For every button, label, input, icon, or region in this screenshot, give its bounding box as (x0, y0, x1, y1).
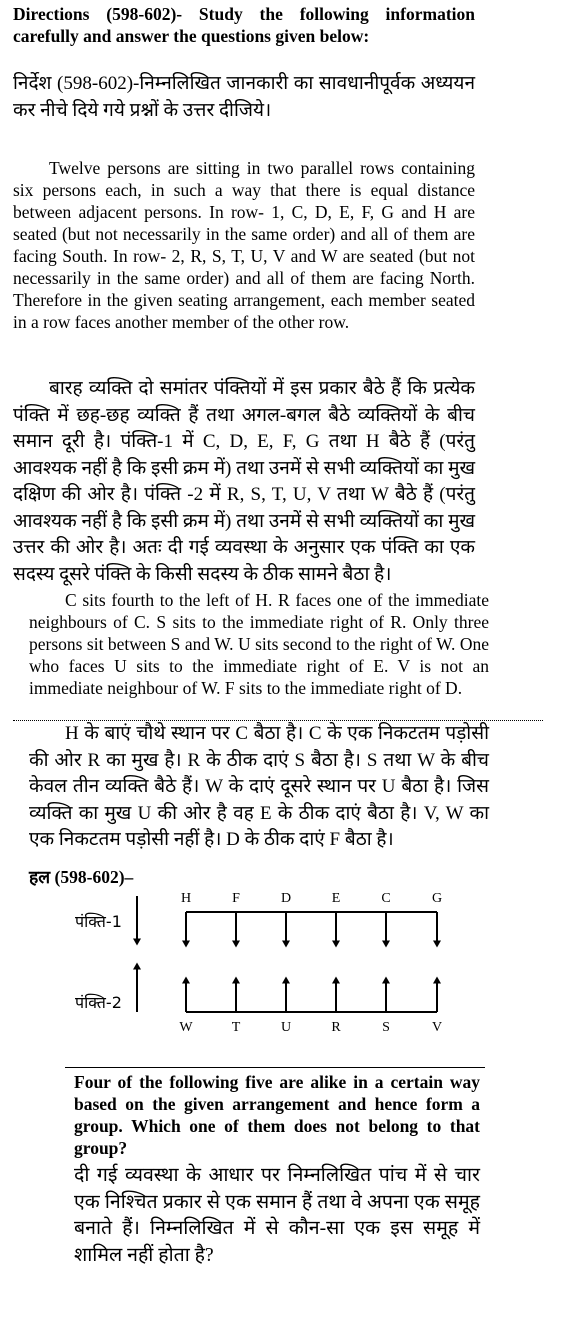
row-2-seat-label: R (331, 1020, 341, 1035)
paragraph-1-english: Twelve persons are sitting in two parallel rows containing six persons each, in such a way that there is equal distance between adjacent persons. In row- 1, C, D, E, F, G and H are seated (but not necessarily in the same order) and all of them are facing South. In row- 2, R, S, T, U, V and W are seated (but not necessarily in the same order) and all of them are facing North. Therefore in the given seating arrangement, each member seated in a row faces another member of the other row. (13, 158, 475, 332)
row-1-seat-label: C (381, 891, 391, 906)
row-2-seat-label: U (280, 1020, 292, 1035)
question-divider (65, 1067, 485, 1068)
row-1-seat-label: F (232, 891, 240, 906)
row-2-label: पंक्ति-2 (75, 993, 122, 1012)
seating-diagram (0, 880, 576, 1040)
row-2-seat-label: V (431, 1020, 443, 1035)
question-english: Four of the following five are alike in a certain way based on the given arrangement and hence form a group. Which one of them does not belong to that group? (74, 1072, 480, 1158)
row-2-seat-label: S (382, 1020, 390, 1035)
row-1-seat-label: D (280, 891, 292, 906)
row-1-seat-label: H (180, 891, 192, 906)
row-1-label: पंक्ति-1 (75, 912, 122, 931)
row-2-seat-label: W (179, 1020, 193, 1035)
solution-label: हल (598-602)– (29, 867, 134, 887)
directions-english: Directions (598-602)- Study the following information carefully and answer the questions given below: (13, 4, 475, 46)
row-1-seat-label: E (331, 891, 341, 906)
paragraph-2-english: C sits fourth to the left of H. R faces one of the immediate neighbours of C. S sits to the immediate right of R. Only three persons sit between S and W. U sits second to the right of W. One who faces U sits to the immediate right of E. V is not an immediate neighbour of W. F sits to the immediate right of D. (29, 590, 489, 698)
row-1-seat-label: G (431, 891, 443, 906)
question-hindi: दी गई व्यवस्था के आधार पर निम्नलिखित पांच में से चार एक निश्चित प्रकार से एक समान हैं तथा वे अपना एक समूह बनाते हैं। निम्नलिखित में से कौन-सा एक इस समूह में शामिल नहीं होता है? (74, 1165, 480, 1266)
directions-hindi: निर्देश (598-602)-निम्नलिखित जानकारी का सावधानीपूर्वक अध्ययन कर नीचे दिये गये प्रश्नों के उत्तर दीजिये। (13, 73, 475, 121)
row-2-seat-label: T (231, 1020, 241, 1035)
paragraph-2-hindi: H के बाएं चौथे स्थान पर C बैठा है। C के एक निकटतम पड़ोसी की ओर R का मुख है। R के ठीक दाएं S बैठा है। S तथा W के बीच केवल तीन व्यक्ति बैठे हैं। W के दाएं दूसरे स्थान पर U बैठा है। जिस व्यक्ति का मुख U की ओर है वह E के ठीक दाएं बैठा है। V, W का एक निकटतम पड़ोसी नहीं है। D के ठीक दाएं F बैठा है। (29, 723, 489, 850)
paragraph-1-hindi: बारह व्यक्ति दो समांतर पंक्तियों में इस प्रकार बैठे हैं कि प्रत्येक पंक्ति में छह-छह व्यक्ति हैं तथा अगल-बगल बैठे व्यक्तियों के बीच समान दूरी है। पंक्ति-1 में C, D, E, F, G तथा H बैठे हैं (परंतु आवश्यक नहीं है कि इसी क्रम में) तथा उनमें से सभी व्यक्तियों का मुख दक्षिण की ओर है। पंक्ति -2 में R, S, T, U, V तथा W बैठे हैं (परंतु आवश्यक नहीं है कि इसी क्रम में) तथा उनमें से सभी व्यक्तियों का मुख उत्तर की ओर है। अतः दी गई व्यवस्था के अनुसार एक पंक्ति का एक सदस्य दूसरे पंक्ति के किसी सदस्य के ठीक सामने बैठा है। (13, 378, 475, 585)
